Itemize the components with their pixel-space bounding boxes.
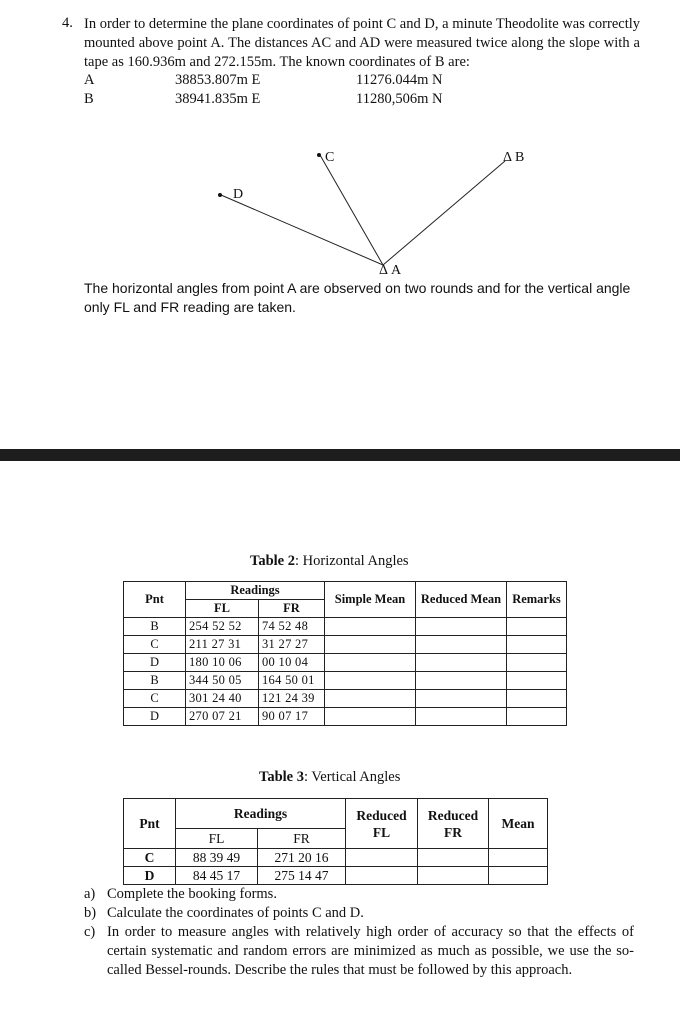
page-divider bbox=[0, 449, 680, 461]
task-list bbox=[84, 885, 634, 980]
point-d-dot bbox=[218, 193, 222, 197]
cell-fl: 180 10 06 bbox=[186, 654, 259, 672]
cell-simple-mean[interactable] bbox=[325, 654, 416, 672]
table-row bbox=[124, 867, 548, 885]
cell-reduced-fl[interactable] bbox=[346, 867, 418, 885]
col-reduced-fl-line1: Reduced bbox=[356, 807, 407, 823]
cell-pnt: B bbox=[124, 672, 186, 690]
col-reduced-fl-line2: FL bbox=[372, 824, 391, 840]
line-a-to-c bbox=[320, 155, 383, 265]
cell-fl: 254 52 52 bbox=[186, 618, 259, 636]
cell-simple-mean[interactable] bbox=[325, 690, 416, 708]
coordinate-row-a bbox=[84, 72, 604, 92]
cell-reduced-mean[interactable] bbox=[416, 672, 507, 690]
cell-fr: 90 07 17 bbox=[259, 708, 325, 726]
cell-reduced-mean[interactable] bbox=[416, 690, 507, 708]
question-intro: In order to determine the plane coordinates of point C and D, a minute Theodolite was correctly mounted above point A. The distances AC and AD were measured twice along the slope with a tape as 160.936m and 272.155m. The known coordinates of B are: bbox=[84, 16, 640, 70]
cell-fr: 275 14 47 bbox=[258, 867, 346, 885]
table-row bbox=[124, 708, 567, 726]
cell-pnt: D bbox=[124, 708, 186, 726]
table2-caption bbox=[250, 553, 409, 570]
cell-remarks[interactable] bbox=[507, 618, 567, 636]
cell-fr: 271 20 16 bbox=[258, 849, 346, 867]
cell-reduced-fr[interactable] bbox=[418, 849, 489, 867]
question-number: 4. bbox=[62, 15, 73, 31]
label-b: B bbox=[515, 150, 525, 165]
cell-fl: 344 50 05 bbox=[186, 672, 259, 690]
task-text: Complete the booking forms. bbox=[107, 886, 277, 902]
col-remarks: Remarks bbox=[507, 582, 567, 618]
task-text: Calculate the coordinates of points C and D. bbox=[107, 905, 364, 921]
cell-fl: 84 45 17 bbox=[176, 867, 258, 885]
cell-reduced-mean[interactable] bbox=[416, 708, 507, 726]
cell-reduced-mean[interactable] bbox=[416, 636, 507, 654]
table-row bbox=[124, 654, 567, 672]
cell-remarks[interactable] bbox=[507, 654, 567, 672]
col-fr: FR bbox=[259, 600, 325, 618]
cell-pnt: C bbox=[124, 690, 186, 708]
label-a: A bbox=[391, 263, 402, 278]
cell-fr: 31 27 27 bbox=[259, 636, 325, 654]
coordinate-northing: 11280,506m N bbox=[356, 91, 443, 107]
cell-simple-mean[interactable] bbox=[325, 636, 416, 654]
table3-caption-text: : Vertical Angles bbox=[304, 769, 401, 785]
observation-description: The horizontal angles from point A are observed on two rounds and for the vertical angle only FL and FR reading are taken. bbox=[84, 280, 631, 315]
col-readings: Readings bbox=[186, 582, 325, 600]
cell-reduced-fr[interactable] bbox=[418, 867, 489, 885]
coordinate-northing: 11276.044m N bbox=[356, 72, 443, 88]
task-label: a) bbox=[84, 886, 96, 902]
col-reduced-fr-line1: Reduced bbox=[427, 807, 479, 823]
table3-header-row bbox=[124, 799, 548, 829]
cell-fl: 211 27 31 bbox=[186, 636, 259, 654]
cell-remarks[interactable] bbox=[507, 672, 567, 690]
coordinate-point: B bbox=[84, 91, 94, 107]
col-readings: Readings bbox=[176, 799, 346, 829]
cell-fr: 00 10 04 bbox=[259, 654, 325, 672]
col-pnt: Pnt bbox=[124, 799, 176, 849]
cell-pnt: B bbox=[124, 618, 186, 636]
table-row bbox=[124, 672, 567, 690]
task-item-b bbox=[84, 904, 634, 923]
cell-simple-mean[interactable] bbox=[325, 708, 416, 726]
cell-remarks[interactable] bbox=[507, 708, 567, 726]
table2-caption-label: Table 2 bbox=[250, 553, 295, 569]
label-d: D bbox=[233, 187, 244, 202]
cell-simple-mean[interactable] bbox=[325, 672, 416, 690]
horizontal-angles-table bbox=[123, 581, 567, 726]
line-a-to-b bbox=[383, 161, 505, 265]
cell-fl: 270 07 21 bbox=[186, 708, 259, 726]
label-c: C bbox=[325, 150, 335, 165]
col-reduced-mean: Reduced Mean bbox=[416, 582, 507, 618]
cell-remarks[interactable] bbox=[507, 636, 567, 654]
question-page-top bbox=[0, 0, 680, 450]
cell-simple-mean[interactable] bbox=[325, 618, 416, 636]
task-text: In order to measure angles with relatively high order of accuracy so that the effects of certain systematic and random errors are minimized as much as possible, we use the so-called Bessel-rounds. Describe the rules that must be followed by this approach. bbox=[107, 924, 634, 978]
cell-reduced-fl[interactable] bbox=[346, 849, 418, 867]
col-reduced-fr bbox=[418, 799, 489, 849]
col-reduced-fl bbox=[346, 799, 418, 849]
cell-pnt: C bbox=[124, 636, 186, 654]
cell-fr: 121 24 39 bbox=[259, 690, 325, 708]
col-reduced-fr-line2: FR bbox=[444, 824, 462, 840]
task-item-a bbox=[84, 885, 634, 904]
col-fl: FL bbox=[186, 600, 259, 618]
cell-fl: 301 24 40 bbox=[186, 690, 259, 708]
cell-reduced-mean[interactable] bbox=[416, 654, 507, 672]
col-pnt: Pnt bbox=[124, 582, 186, 618]
cell-pnt: D bbox=[124, 654, 186, 672]
vertical-angles-table bbox=[123, 798, 548, 885]
table-row bbox=[124, 618, 567, 636]
task-label: c) bbox=[84, 924, 96, 940]
col-fl: FL bbox=[176, 829, 258, 849]
cell-remarks[interactable] bbox=[507, 690, 567, 708]
table-row bbox=[124, 690, 567, 708]
coordinate-row-b bbox=[84, 91, 604, 111]
cell-mean[interactable] bbox=[489, 849, 548, 867]
task-label: b) bbox=[84, 905, 97, 921]
col-fr: FR bbox=[258, 829, 346, 849]
table3-caption bbox=[259, 769, 400, 786]
col-simple-mean: Simple Mean bbox=[325, 582, 416, 618]
line-a-to-d bbox=[221, 195, 383, 265]
coordinate-point: A bbox=[84, 72, 95, 88]
triangle-a-icon: Δ bbox=[379, 263, 389, 278]
coordinate-easting: 38941.835m E bbox=[175, 91, 261, 107]
cell-fr: 164 50 01 bbox=[259, 672, 325, 690]
triangle-b-icon: Δ bbox=[503, 150, 513, 165]
table-row bbox=[124, 636, 567, 654]
cell-fr: 74 52 48 bbox=[259, 618, 325, 636]
col-mean: Mean bbox=[489, 799, 548, 849]
point-c-dot bbox=[317, 153, 321, 157]
table2-header-row bbox=[124, 582, 567, 600]
table3-caption-label: Table 3 bbox=[259, 769, 304, 785]
coordinate-easting: 38853.807m E bbox=[175, 72, 261, 88]
station-diagram bbox=[0, 140, 680, 285]
cell-fl: 88 39 49 bbox=[176, 849, 258, 867]
cell-pnt: D bbox=[124, 867, 176, 885]
cell-reduced-mean[interactable] bbox=[416, 618, 507, 636]
cell-mean[interactable] bbox=[489, 867, 548, 885]
cell-pnt: C bbox=[124, 849, 176, 867]
table-row bbox=[124, 849, 548, 867]
task-item-c bbox=[84, 923, 634, 980]
table2-caption-text: : Horizontal Angles bbox=[295, 553, 409, 569]
